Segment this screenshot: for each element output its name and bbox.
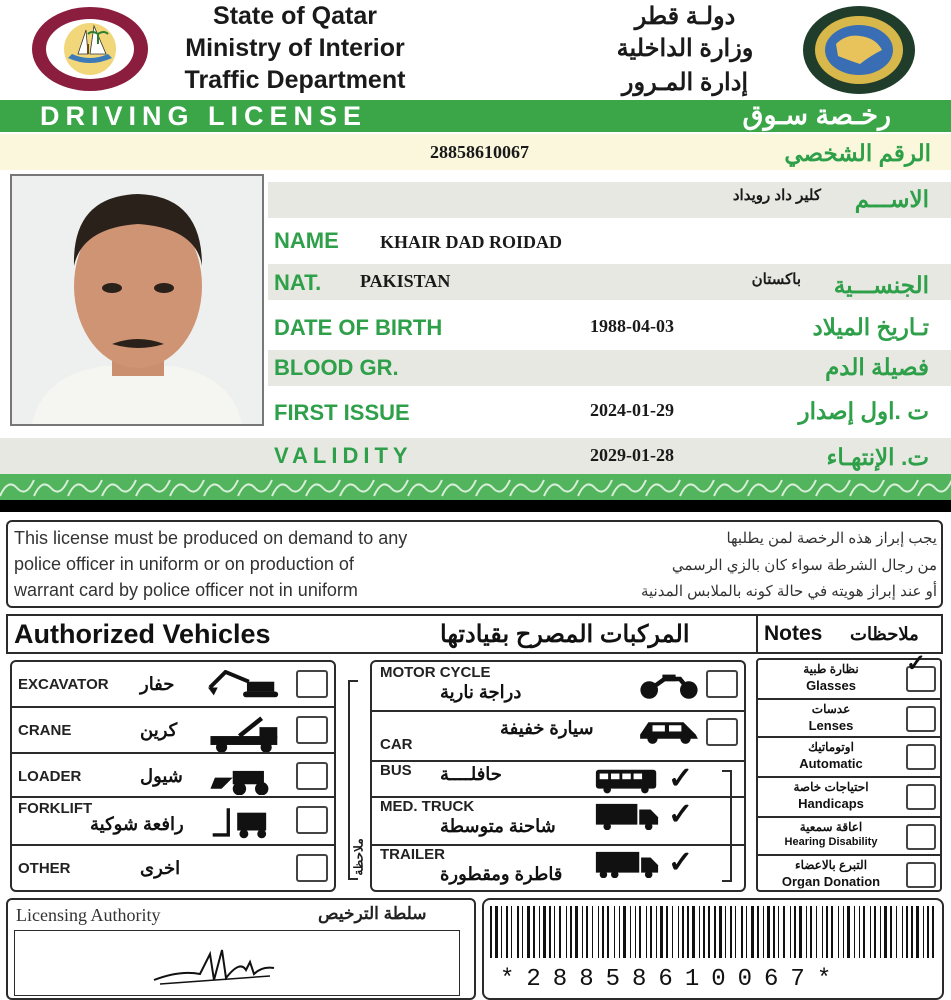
- blood-group-label: BLOOD GR.: [274, 355, 399, 380]
- inner-bracket: [730, 770, 732, 882]
- notes-divider-row: [756, 816, 942, 818]
- notes-divider-row: [756, 854, 942, 856]
- portrait-image: [12, 176, 262, 424]
- barcode-bar: [511, 906, 512, 958]
- vehicle-label-ar: اخرى: [140, 858, 181, 878]
- decorative-border: [0, 474, 951, 502]
- barcode-bar: [570, 906, 572, 958]
- blood-group-label-ar: فصيلة الدم: [825, 354, 929, 380]
- barcode-bar: [598, 906, 599, 958]
- barcode-bar: [533, 906, 535, 958]
- check-mark-icon: ✓: [668, 798, 694, 831]
- note-checkbox[interactable]: [906, 706, 936, 732]
- name-value: KHAIR DAD ROIDAD: [380, 232, 563, 252]
- notes-title: Notes: [764, 622, 823, 645]
- bracket-left: [348, 680, 350, 880]
- note-label-ar: التبرع بالاعضاء: [794, 858, 868, 872]
- barcode-bar: [639, 906, 641, 958]
- barcode-bar: [501, 906, 502, 958]
- barcode-bar: [916, 906, 919, 958]
- authorized-title: Authorized Vehicles: [14, 619, 271, 649]
- nationality-value-ar: باكستان: [751, 271, 801, 288]
- bus-icon: [594, 766, 660, 794]
- header-ministry-ar: وزارة الداخلية: [616, 35, 754, 62]
- barcode-bar: [582, 906, 583, 958]
- barcode-bar: [623, 906, 626, 958]
- vehicle-checkbox[interactable]: [706, 718, 738, 746]
- notes-title-ar: ملاحظات: [850, 624, 919, 644]
- barcode-bar: [719, 906, 722, 958]
- barcode-bar: [854, 906, 855, 958]
- notice-en-line3: warrant card by police officer not in uniform: [14, 580, 358, 600]
- check-mark-icon: ✓: [906, 650, 927, 677]
- motorcycle-icon: [636, 668, 702, 696]
- barcode-bar: [923, 906, 924, 958]
- car-icon: [636, 716, 702, 744]
- barcode-bar: [884, 906, 887, 958]
- barcode-bar: [859, 906, 860, 958]
- header-state: State of Qatar: [213, 2, 377, 30]
- barcode-bar: [806, 906, 807, 958]
- barcode-bar: [566, 906, 567, 958]
- barcode-bar: [692, 906, 695, 958]
- barcode-bar: [635, 906, 636, 958]
- header-department: Traffic Department: [184, 66, 406, 94]
- barcode-bar: [607, 906, 609, 958]
- barcode-bar: [522, 906, 523, 958]
- license-title: DRIVING LICENSE: [40, 101, 368, 131]
- vehicle-label-ar: سيارة خفيفة: [500, 718, 594, 738]
- dob-label-ar: تـاريخ الميلاد: [812, 314, 929, 340]
- trailer-icon: [594, 850, 660, 878]
- barcode-bar: [672, 906, 673, 958]
- barcode-bar: [896, 906, 897, 958]
- barcode-bar: [763, 906, 764, 958]
- barcode-bar: [847, 906, 850, 958]
- dob-value: 1988-04-03: [590, 316, 674, 336]
- gcc-emblem-icon: [800, 4, 918, 96]
- vehicle-label-ar: شيول: [140, 766, 183, 786]
- barcode-bar: [906, 906, 908, 958]
- barcode-bar: [746, 906, 747, 958]
- vehicle-label: EXCAVATOR: [18, 676, 109, 693]
- vehicle-checkbox[interactable]: [706, 670, 738, 698]
- validity-label-ar: ت. الإنتهـاء: [826, 444, 929, 470]
- barcode-bar: [757, 906, 759, 958]
- vehicle-label: BUS: [380, 762, 412, 779]
- vehicle-label: MOTOR CYCLE: [380, 664, 491, 681]
- note-label: Automatic: [799, 756, 863, 771]
- vehicle-checkbox[interactable]: [296, 716, 328, 744]
- row-divider: [10, 752, 336, 754]
- vehicle-label: TRAILER: [380, 846, 445, 863]
- nationality-value: PAKISTAN: [360, 271, 451, 291]
- notice-en-line2: police officer in uniform or on production of: [14, 554, 354, 574]
- barcode: [490, 906, 936, 958]
- notice-ar-line2: من رجال الشرطة سواء كان بالزي الرسمي: [671, 557, 937, 574]
- note-checkbox[interactable]: [906, 824, 936, 850]
- note-label-ar: احتياجات خاصة: [793, 780, 869, 794]
- name-label-ar: الاســـم: [854, 186, 929, 212]
- row-divider: [370, 710, 746, 712]
- barcode-bar: [527, 906, 530, 958]
- note-label: Lenses: [808, 718, 854, 733]
- vehicle-label: MED. TRUCK: [380, 798, 475, 815]
- barcode-bar: [559, 906, 561, 958]
- vehicle-label-ar: حافلــــة: [440, 764, 502, 784]
- barcode-bar: [592, 906, 593, 958]
- barcode-bar: [831, 906, 833, 958]
- barcode-bar: [678, 906, 679, 958]
- vehicle-checkbox[interactable]: [296, 670, 328, 698]
- validity-row: [0, 438, 951, 474]
- barcode-bar: [714, 906, 716, 958]
- barcode-bar: [708, 906, 710, 958]
- note-label: Glasses: [806, 678, 856, 693]
- note-label-ar: اوتوماتيك: [808, 740, 854, 754]
- row-divider: [10, 796, 336, 798]
- barcode-bar: [539, 906, 540, 958]
- barcode-bar: [549, 906, 551, 958]
- barcode-bar: [614, 906, 615, 958]
- notes-divider-row: [756, 776, 942, 778]
- validity-value: 2029-01-28: [590, 445, 674, 465]
- vehicle-label: FORKLIFT: [18, 800, 93, 817]
- barcode-bar: [932, 906, 934, 958]
- truck-icon: [594, 802, 660, 830]
- barcode-bar: [650, 906, 652, 958]
- note-label: Organ Donation: [781, 874, 881, 889]
- note-label: Handicaps: [798, 796, 864, 811]
- notes-divider-row: [756, 698, 942, 700]
- barcode-bar: [517, 906, 519, 958]
- vehicle-checkbox[interactable]: [296, 762, 328, 790]
- barcode-bar: [506, 906, 508, 958]
- inner-bracket-top: [722, 770, 732, 772]
- check-mark-icon: ✓: [668, 762, 694, 795]
- authority-label-ar: سلطة الترخيص: [318, 904, 427, 923]
- bracket-top: [348, 680, 358, 682]
- barcode-bar: [725, 906, 726, 958]
- forklift-icon: [206, 806, 284, 836]
- name-label: NAME: [274, 228, 339, 253]
- note-label: Hearing Disability: [784, 836, 878, 848]
- notes-divider: [756, 614, 758, 654]
- holder-photo: [10, 174, 264, 426]
- notes-box: [756, 658, 942, 892]
- vehicle-label: OTHER: [18, 860, 71, 877]
- barcode-bar: [927, 906, 929, 958]
- vehicle-checkbox[interactable]: [296, 854, 328, 882]
- inner-bracket-bottom: [722, 880, 732, 882]
- barcode-bar: [810, 906, 812, 958]
- barcode-bar: [575, 906, 578, 958]
- barcode-bar: [794, 906, 796, 958]
- nationality-label: NAT.: [274, 270, 322, 295]
- barcode-bar: [911, 906, 913, 958]
- barcode-bar: [799, 906, 802, 958]
- barcode-bar: [880, 906, 881, 958]
- first-issue-label: FIRST ISSUE: [274, 400, 410, 425]
- barcode-bar: [602, 906, 604, 958]
- vehicle-label-ar: كرين: [140, 720, 178, 740]
- barcode-bar: [699, 906, 700, 958]
- barcode-bar: [543, 906, 546, 958]
- name-ar-row: [268, 182, 951, 218]
- name-ar-value: كلير داد رويداد: [732, 187, 821, 204]
- personal-number-label-ar: الرقم الشخصي: [784, 140, 931, 166]
- barcode-bar: [767, 906, 770, 958]
- first-issue-label-ar: ت .اول إصدار: [798, 398, 929, 424]
- nationality-label-ar: الجنســـية: [833, 272, 929, 298]
- note-checkbox[interactable]: [906, 744, 936, 770]
- crane-truck-icon: [206, 716, 284, 746]
- barcode-bar: [902, 906, 903, 958]
- vehicle-label-ar: دراجة نارية: [440, 682, 522, 702]
- dob-label: DATE OF BIRTH: [274, 315, 443, 340]
- row-divider: [10, 706, 336, 708]
- signature-icon: [150, 940, 280, 992]
- notes-divider-row: [756, 736, 942, 738]
- card-separator: [0, 500, 951, 512]
- note-label-ar: عدسات: [811, 702, 851, 716]
- barcode-bar: [822, 906, 823, 958]
- barcode-bar: [666, 906, 668, 958]
- notice-ar-line3: أو عند إبراز هويته في حالة كونه بالملابس المدنية: [640, 583, 937, 600]
- barcode-bar: [735, 906, 736, 958]
- barcode-bar: [874, 906, 876, 958]
- header-ministry: Ministry of Interior: [185, 34, 405, 62]
- barcode-bar: [870, 906, 871, 958]
- barcode-bar: [843, 906, 844, 958]
- barcode-bar: [730, 906, 732, 958]
- bracket-text: ملاحظة: [351, 838, 366, 876]
- validity-label: VALIDITY: [274, 443, 413, 468]
- bracket-bottom: [348, 878, 358, 880]
- note-checkbox[interactable]: [906, 862, 936, 888]
- vehicle-label-ar: شاحنة متوسطة: [440, 816, 556, 836]
- barcode-bar: [490, 906, 492, 958]
- vehicle-label: CRANE: [18, 722, 72, 739]
- personal-number-value: 28858610067: [430, 142, 529, 162]
- first-issue-value: 2024-01-29: [590, 400, 674, 420]
- vehicle-checkbox[interactable]: [296, 806, 328, 834]
- barcode-bar: [816, 906, 817, 958]
- barcode-bar: [687, 906, 689, 958]
- vehicle-label: CAR: [380, 736, 413, 753]
- barcode-bar: [660, 906, 663, 958]
- barcode-bar: [741, 906, 743, 958]
- authorized-title-ar: المركبات المصرح بقيادتها: [440, 621, 690, 648]
- row-divider: [10, 844, 336, 846]
- barcode-bar: [778, 906, 779, 958]
- check-mark-icon: ✓: [668, 846, 694, 879]
- license-title-ar: رخـصة سـوق: [742, 100, 891, 130]
- qatar-emblem-icon: [28, 4, 152, 94]
- barcode-bar: [586, 906, 588, 958]
- vehicle-label: LOADER: [18, 768, 82, 785]
- barcode-bar: [838, 906, 839, 958]
- excavator-icon: [206, 670, 284, 700]
- note-label-ar: نظارة طبية: [803, 662, 859, 676]
- vehicle-label-ar: حفار: [140, 674, 175, 694]
- note-checkbox[interactable]: [906, 784, 936, 810]
- barcode-bar: [783, 906, 785, 958]
- barcode-bar: [619, 906, 620, 958]
- barcode-bar: [703, 906, 705, 958]
- header-department-ar: إدارة المـرور: [621, 69, 749, 96]
- authority-label: Licensing Authority: [16, 905, 161, 925]
- barcode-bar: [890, 906, 892, 958]
- barcode-bar: [682, 906, 684, 958]
- barcode-number: *28858610067*: [500, 966, 844, 993]
- barcode-bar: [646, 906, 647, 958]
- barcode-bar: [630, 906, 631, 958]
- barcode-bar: [656, 906, 657, 958]
- note-label-ar: اعاقة سمعية: [799, 820, 863, 834]
- barcode-bar: [790, 906, 791, 958]
- notice-ar-line1: يجب إبراز هذه الرخصة لمن يطلبها: [726, 530, 937, 547]
- barcode-bar: [554, 906, 555, 958]
- barcode-bar: [863, 906, 865, 958]
- notice-en-line1: This license must be produced on demand to any: [14, 528, 408, 548]
- header-state-ar: دولـة قطر: [634, 3, 736, 30]
- barcode-bar: [751, 906, 754, 958]
- barcode-bar: [495, 906, 498, 958]
- barcode-bar: [826, 906, 828, 958]
- barcode-bar: [773, 906, 775, 958]
- loader-icon: [206, 762, 284, 792]
- vehicle-label-ar: قاطرة ومقطورة: [440, 864, 563, 884]
- vehicle-label-ar: رافعة شوكية: [90, 814, 184, 834]
